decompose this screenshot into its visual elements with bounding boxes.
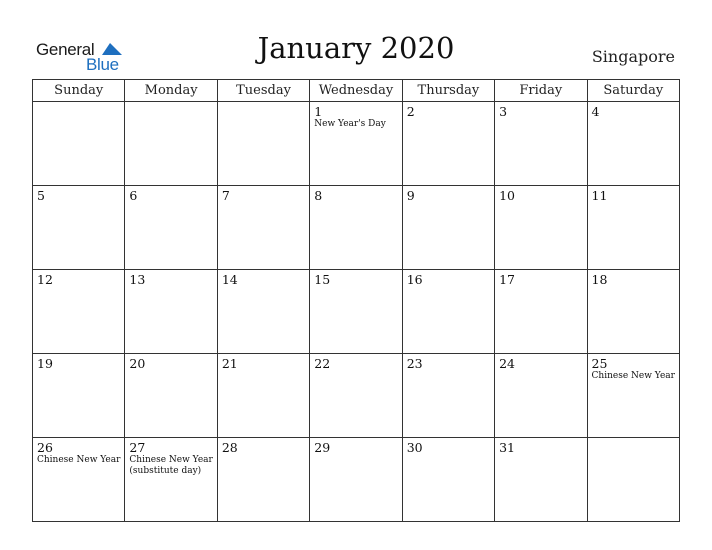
day-number: 4 xyxy=(591,104,600,119)
day-cell xyxy=(402,438,494,522)
day-cell xyxy=(495,186,587,270)
day-number: 20 xyxy=(129,356,146,371)
weekday-header: Thursday xyxy=(402,80,494,102)
day-cell xyxy=(125,438,217,522)
day-number: 19 xyxy=(37,356,53,371)
day-number: 16 xyxy=(406,272,423,287)
day-number: 5 xyxy=(37,188,45,203)
day-cell xyxy=(217,102,309,186)
day-cell xyxy=(125,186,217,270)
day-cell xyxy=(217,186,309,270)
holiday-label: Chinese New Year xyxy=(129,455,213,465)
weekday-header: Sunday xyxy=(33,80,125,102)
day-number: 10 xyxy=(499,188,516,203)
day-number: 8 xyxy=(314,188,323,203)
weekday-header: Monday xyxy=(125,80,217,102)
day-number: 23 xyxy=(406,356,423,371)
day-cell xyxy=(402,186,494,270)
day-number: 15 xyxy=(314,272,331,287)
day-cell xyxy=(402,102,494,186)
month-title: January 2020 xyxy=(257,31,455,65)
day-cell xyxy=(587,438,679,522)
day-cell xyxy=(125,270,217,354)
day-number: 27 xyxy=(129,440,146,455)
week-row xyxy=(33,186,680,270)
logo-word-blue: Blue xyxy=(86,55,119,74)
day-cell xyxy=(310,270,402,354)
day-number: 13 xyxy=(129,272,146,287)
day-cell xyxy=(33,186,125,270)
logo-word-general: General xyxy=(36,40,95,59)
day-cell xyxy=(402,270,494,354)
holiday-label-note: (substitute day) xyxy=(129,466,202,476)
day-number: 9 xyxy=(406,188,415,203)
day-number: 29 xyxy=(314,440,331,455)
holiday-label: Chinese New Year xyxy=(591,371,675,381)
day-cell xyxy=(33,270,125,354)
day-cell xyxy=(495,354,587,438)
holiday-label: New Year's Day xyxy=(314,119,386,129)
day-number: 6 xyxy=(129,188,138,203)
month-calendar-grid xyxy=(32,79,680,522)
day-cell xyxy=(33,354,125,438)
day-number: 7 xyxy=(221,188,230,203)
day-cell xyxy=(217,438,309,522)
day-cell xyxy=(495,438,587,522)
day-cell xyxy=(402,354,494,438)
day-number: 21 xyxy=(221,356,238,371)
day-number: 28 xyxy=(221,440,238,455)
day-number: 3 xyxy=(499,104,508,119)
day-cell xyxy=(587,354,679,438)
day-number: 24 xyxy=(499,356,516,371)
day-number: 11 xyxy=(591,188,608,203)
day-cell xyxy=(587,102,679,186)
country-label: Singapore xyxy=(591,47,675,66)
day-number: 17 xyxy=(499,272,516,287)
day-cell xyxy=(310,354,402,438)
day-cell xyxy=(495,270,587,354)
day-cell xyxy=(125,354,217,438)
day-number: 14 xyxy=(221,272,238,287)
day-number: 26 xyxy=(37,440,53,455)
day-number: 1 xyxy=(314,104,323,119)
day-cell xyxy=(310,186,402,270)
day-cell xyxy=(125,102,217,186)
day-cell xyxy=(587,270,679,354)
day-cell xyxy=(33,438,125,522)
day-cell xyxy=(495,102,587,186)
day-cell xyxy=(587,186,679,270)
day-cell xyxy=(310,102,402,186)
weekday-header: Tuesday xyxy=(217,80,309,102)
day-cell xyxy=(217,270,309,354)
day-number: 25 xyxy=(591,356,608,371)
week-row xyxy=(33,270,680,354)
day-number: 30 xyxy=(406,440,423,455)
weekday-header: Friday xyxy=(495,80,587,102)
week-row xyxy=(33,102,680,186)
holiday-label: Chinese New Year xyxy=(37,455,121,465)
day-number: 12 xyxy=(37,272,53,287)
day-number: 22 xyxy=(314,356,331,371)
week-row xyxy=(33,438,680,522)
day-cell xyxy=(33,102,125,186)
day-cell xyxy=(310,438,402,522)
day-number: 2 xyxy=(406,104,415,119)
weekday-header: Wednesday xyxy=(310,80,402,102)
week-row xyxy=(33,354,680,438)
day-number: 18 xyxy=(591,272,608,287)
day-cell xyxy=(217,354,309,438)
weekday-header: Saturday xyxy=(587,80,679,102)
weekday-header-row xyxy=(33,80,680,102)
day-number: 31 xyxy=(499,440,516,455)
